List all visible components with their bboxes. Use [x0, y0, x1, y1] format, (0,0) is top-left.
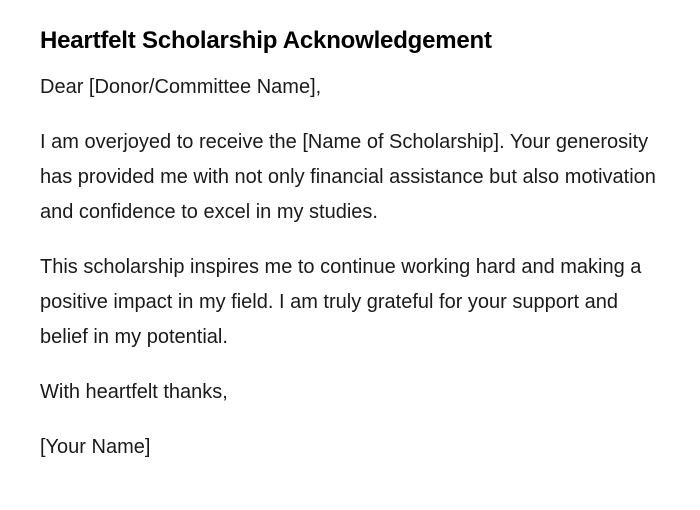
- salutation: Dear [Donor/Committee Name],: [40, 76, 322, 98]
- signature: [Your Name]: [40, 436, 151, 458]
- closing-line: With heartfelt thanks,: [40, 381, 228, 403]
- body-paragraph-1: I am overjoyed to receive the [Name of Scholarship]. Your generosity has provided me with not only financial assistance but also motivation and confidence to excel in my studies.: [40, 131, 656, 223]
- letter: [40, 24, 660, 465]
- body-paragraph-2: This scholarship inspires me to continue working hard and making a positive impact in my field. I am truly grateful for your support and belief in my potential.: [40, 256, 642, 348]
- letter-title: Heartfelt Scholarship Acknowledgement: [40, 27, 492, 54]
